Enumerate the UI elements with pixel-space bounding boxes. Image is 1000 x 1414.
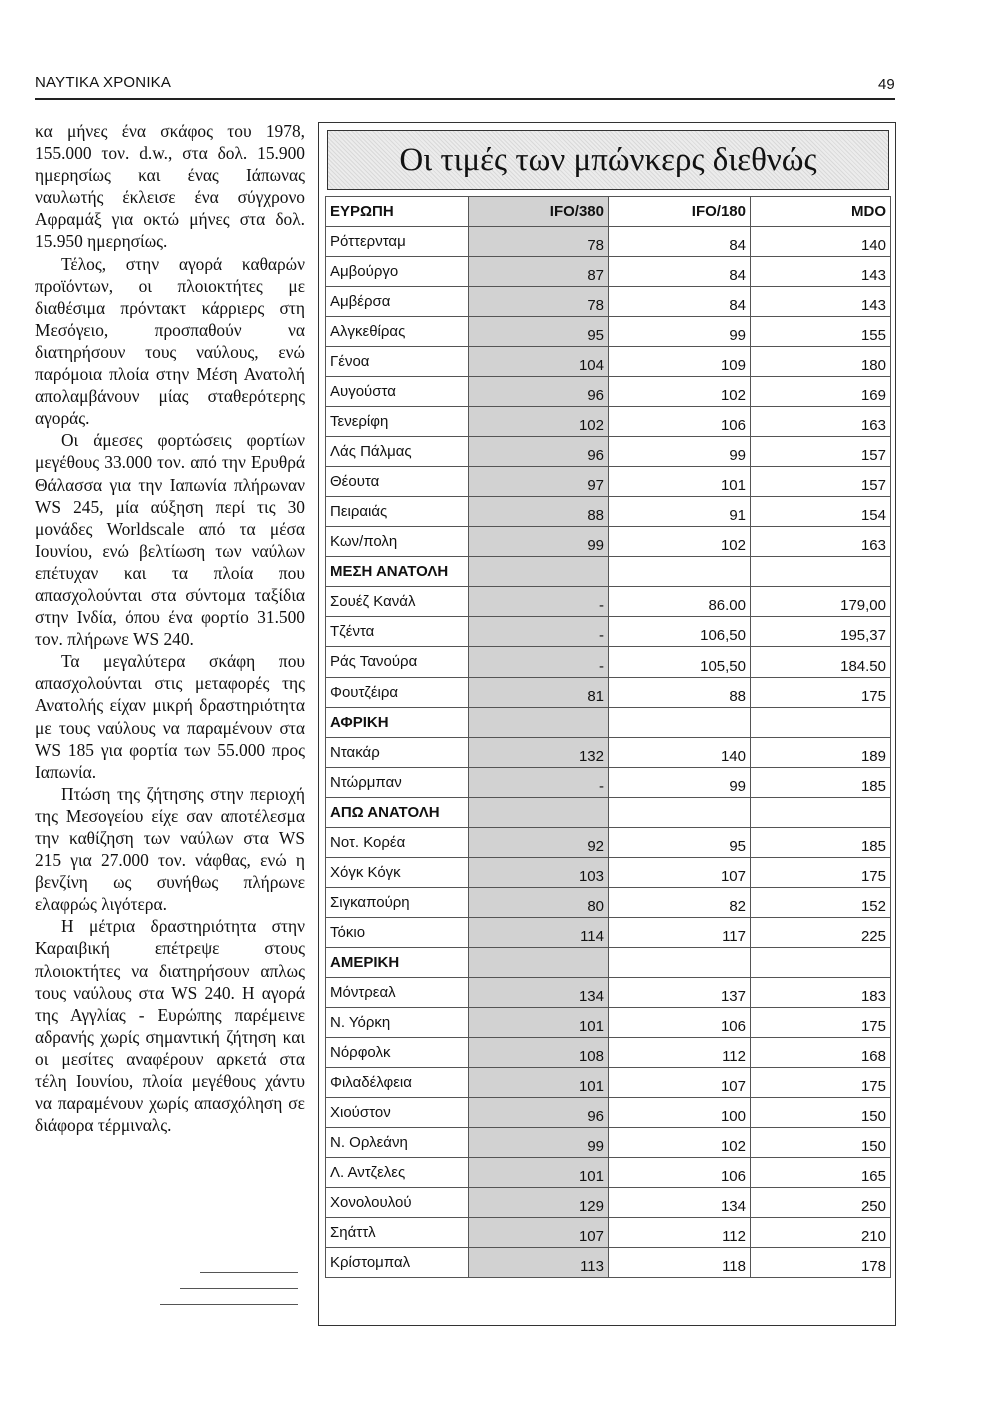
- port-name: Σηάττλ: [326, 1218, 469, 1248]
- separator-line: [180, 1288, 298, 1289]
- port-name: Νοτ. Κορέα: [326, 827, 469, 857]
- mdo-price: 189: [751, 737, 891, 767]
- article-paragraph: Τέλος, στην αγορά καθαρών προϊόντων, οι πλοιοκτήτες με διαθέσιμα πρόντακτ κάρριερς στη Μεσόγειο, προσπαθούν να διατηρήσουν τους ναύλους, ενώ παρόμοια πλοία στην Μέση Ανατολή απολαμβάνουν μίας σταθερότερης αγοράς.: [35, 253, 305, 429]
- port-name: Αμβούργο: [326, 257, 469, 287]
- table-row: [326, 767, 891, 797]
- ifo180-price: 86.00: [609, 587, 751, 617]
- price-table-title: Οι τιμές των μπώνκερς διεθνώς: [399, 141, 817, 178]
- region-label: ΑΠΩ ΑΝΑΤΟΛΗ: [326, 797, 469, 827]
- ifo180-price: 106,50: [609, 617, 751, 647]
- table-row: [326, 287, 891, 317]
- ifo380-price: 97: [469, 467, 609, 497]
- mdo-price: 157: [751, 437, 891, 467]
- mdo-price: 150: [751, 1097, 891, 1127]
- table-row: [326, 647, 891, 677]
- port-name: Τόκιο: [326, 917, 469, 947]
- table-row: [326, 917, 891, 947]
- article-paragraph: Τα μεγαλύτερα σκάφη που απασχολούνται στις μεταφορές της Ανατολής είχαν μικρή δραστηριότητα με τους ναύλους να παραμένουν στα WS 185 για φορτία των 55.000 προς Ιαπωνία.: [35, 651, 305, 782]
- port-name: Μόντρεαλ: [326, 977, 469, 1007]
- ifo380-price: 96: [469, 377, 609, 407]
- mdo-price: 143: [751, 257, 891, 287]
- mdo-price: 179,00: [751, 587, 891, 617]
- ifo180-price: 100: [609, 1097, 751, 1127]
- empty-cell: [469, 947, 609, 977]
- empty-cell: [751, 707, 891, 737]
- ifo180-price: 91: [609, 497, 751, 527]
- table-row: [326, 1158, 891, 1188]
- ifo180-price: 105,50: [609, 647, 751, 677]
- column-header: MDO: [751, 197, 891, 227]
- ifo180-price: 102: [609, 1127, 751, 1157]
- port-name: Νόρφολκ: [326, 1037, 469, 1067]
- table-row: [326, 227, 891, 257]
- empty-cell: [609, 947, 751, 977]
- ifo380-price: 114: [469, 917, 609, 947]
- ifo180-price: 106: [609, 407, 751, 437]
- header-divider: [35, 98, 895, 100]
- mdo-price: 163: [751, 407, 891, 437]
- ifo180-price: 134: [609, 1188, 751, 1218]
- mdo-price: 165: [751, 1158, 891, 1188]
- table-row: [326, 347, 891, 377]
- mdo-price: 185: [751, 767, 891, 797]
- port-name: Λ. Αντζελες: [326, 1158, 469, 1188]
- empty-cell: [609, 707, 751, 737]
- region-label: ΑΦΡΙΚΗ: [326, 707, 469, 737]
- ifo380-price: -: [469, 617, 609, 647]
- column-header: IFO/180: [609, 197, 751, 227]
- mdo-price: 250: [751, 1188, 891, 1218]
- ifo180-price: 102: [609, 527, 751, 557]
- ifo180-price: 102: [609, 377, 751, 407]
- table-row: [326, 1188, 891, 1218]
- region-row: [326, 707, 891, 737]
- ifo180-price: 117: [609, 917, 751, 947]
- port-name: Χόγκ Κόγκ: [326, 857, 469, 887]
- table-row: [326, 677, 891, 707]
- mdo-price: 183: [751, 977, 891, 1007]
- table-row: [326, 1007, 891, 1037]
- port-name: Τενερίφη: [326, 407, 469, 437]
- region-label: ΜΕΣΗ ΑΝΑΤΟΛΗ: [326, 557, 469, 587]
- port-name: Ρόττερνταμ: [326, 227, 469, 257]
- table-row: [326, 1067, 891, 1097]
- region-row: [326, 947, 891, 977]
- port-name: Πειραιάς: [326, 497, 469, 527]
- port-name: Ράς Τανούρα: [326, 647, 469, 677]
- ifo180-price: 95: [609, 827, 751, 857]
- ifo380-price: 99: [469, 1127, 609, 1157]
- mdo-price: 185: [751, 827, 891, 857]
- mdo-price: 178: [751, 1248, 891, 1278]
- ifo180-price: 84: [609, 227, 751, 257]
- ifo180-price: 84: [609, 287, 751, 317]
- ifo380-price: 78: [469, 227, 609, 257]
- table-row: [326, 1218, 891, 1248]
- ifo380-price: -: [469, 767, 609, 797]
- ifo180-price: 99: [609, 437, 751, 467]
- ifo380-price: 107: [469, 1218, 609, 1248]
- ifo180-price: 109: [609, 347, 751, 377]
- table-row: [326, 407, 891, 437]
- ifo380-price: 102: [469, 407, 609, 437]
- ifo380-price: 80: [469, 887, 609, 917]
- mdo-price: 210: [751, 1218, 891, 1248]
- ifo180-price: 140: [609, 737, 751, 767]
- ifo380-price: 88: [469, 497, 609, 527]
- ifo380-price: -: [469, 587, 609, 617]
- ifo380-price: 129: [469, 1188, 609, 1218]
- mdo-price: 175: [751, 677, 891, 707]
- table-row: [326, 467, 891, 497]
- port-name: Γένοα: [326, 347, 469, 377]
- region-row: [326, 197, 891, 227]
- bunker-price-table: [325, 196, 891, 1278]
- ifo380-price: 87: [469, 257, 609, 287]
- region-row: [326, 797, 891, 827]
- mdo-price: 168: [751, 1037, 891, 1067]
- port-name: Φουτζέιρα: [326, 677, 469, 707]
- table-row: [326, 857, 891, 887]
- ifo180-price: 99: [609, 767, 751, 797]
- port-name: Θέουτα: [326, 467, 469, 497]
- article-paragraph: Πτώση της ζήτησης στην περιοχή της Μεσογείου είχε σαν αποτέλεσμα την καθίζηση των ναύλων στα WS 215 για 27.000 τον. νάφθας, ενώ η βενζίνη ως συνήθως πλήρωνε ελαφρώς λιγότερα.: [35, 783, 305, 915]
- ifo380-price: 101: [469, 1067, 609, 1097]
- ifo380-price: 96: [469, 437, 609, 467]
- table-row: [326, 377, 891, 407]
- port-name: Τζέντα: [326, 617, 469, 647]
- mdo-price: 195,37: [751, 617, 891, 647]
- ifo380-price: 99: [469, 527, 609, 557]
- ifo180-price: 84: [609, 257, 751, 287]
- ifo180-price: 107: [609, 857, 751, 887]
- ifo180-price: 112: [609, 1037, 751, 1067]
- mdo-price: 180: [751, 347, 891, 377]
- port-name: Σουέζ Κανάλ: [326, 587, 469, 617]
- ifo180-price: 118: [609, 1248, 751, 1278]
- port-name: Φιλαδέλφεια: [326, 1067, 469, 1097]
- port-name: Αλγκεθίρας: [326, 317, 469, 347]
- empty-cell: [469, 557, 609, 587]
- ifo380-price: 96: [469, 1097, 609, 1127]
- table-row: [326, 1097, 891, 1127]
- mdo-price: 175: [751, 1067, 891, 1097]
- table-row: [326, 437, 891, 467]
- mdo-price: 140: [751, 227, 891, 257]
- table-row: [326, 497, 891, 527]
- ifo380-price: 81: [469, 677, 609, 707]
- mdo-price: 155: [751, 317, 891, 347]
- empty-cell: [751, 557, 891, 587]
- table-row: [326, 887, 891, 917]
- ifo380-price: 132: [469, 737, 609, 767]
- ifo380-price: 78: [469, 287, 609, 317]
- mdo-price: 175: [751, 1007, 891, 1037]
- port-name: Ν. Ορλεάνη: [326, 1127, 469, 1157]
- empty-cell: [751, 947, 891, 977]
- table-row: [326, 257, 891, 287]
- ifo380-price: 95: [469, 317, 609, 347]
- article-paragraph: κα μήνες ένα σκάφος του 1978, 155.000 τον. d.w., στα δολ. 15.900 ημερησίως και ένας Ιάπωνας ναυλωτής έκλεισε ένα σύγχρονο Αφραμάξ για οκτώ μήνες στα δολ. 15.950 ημερησίως.: [35, 121, 305, 252]
- article-paragraph: Η μέτρια δραστηριότητα στην Καραιβική επέτρεψε στους πλοιοκτήτες να διατηρήσουν απλως τους ναύλους στα WS 240. Η αγορά της Αγγλίας - Ευρώπης παρέμεινε αδρανής χωρίς σημαντική ζήτηση και οι μεσίτες αναφέρουν αρκετά στα τέλη Ιουνίου, πλοία μεγέθους χάντυ να παραμένουν χωρίς απασχόληση σε διάφορα τέρμιναλς.: [35, 916, 305, 1136]
- ifo180-price: 106: [609, 1158, 751, 1188]
- price-table-title-box: [327, 130, 889, 190]
- port-name: Κρίστομπαλ: [326, 1248, 469, 1278]
- port-name: Ν. Υόρκη: [326, 1007, 469, 1037]
- table-row: [326, 617, 891, 647]
- ifo380-price: 134: [469, 977, 609, 1007]
- ifo180-price: 88: [609, 677, 751, 707]
- article-paragraph: Οι άμεσες φορτώσεις φορτίων μεγέθους 33.000 τον. από την Ερυθρά Θάλασσα για την Ιαπωνία πλήρωναν WS 245, μία αύξηση περί τις 30 μονάδες Worldscale από τα μέσα Ιουνίου, ενώ βελτίωση των ναύλων επέτυχαν και τα πλοία που απασχολούνται στα σύντομα ταξίδια στην Ινδία, όπου ένα φορτίο 31.500 τον. πλήρωνε WS 240.: [35, 430, 305, 650]
- table-row: [326, 1127, 891, 1157]
- ifo380-price: 113: [469, 1248, 609, 1278]
- region-row: [326, 557, 891, 587]
- table-row: [326, 317, 891, 347]
- empty-cell: [751, 797, 891, 827]
- port-name: Αυγούστα: [326, 377, 469, 407]
- table-row: [326, 1248, 891, 1278]
- mdo-price: 143: [751, 287, 891, 317]
- ifo180-price: 101: [609, 467, 751, 497]
- port-name: Αμβέρσα: [326, 287, 469, 317]
- ifo180-price: 82: [609, 887, 751, 917]
- table-row: [326, 827, 891, 857]
- ifo180-price: 112: [609, 1218, 751, 1248]
- page-number: 49: [878, 76, 895, 93]
- mdo-price: 152: [751, 887, 891, 917]
- ifo380-price: 104: [469, 347, 609, 377]
- empty-cell: [609, 557, 751, 587]
- mdo-price: 184.50: [751, 647, 891, 677]
- ifo380-price: 92: [469, 827, 609, 857]
- table-row: [326, 737, 891, 767]
- port-name: Λάς Πάλμας: [326, 437, 469, 467]
- mdo-price: 157: [751, 467, 891, 497]
- ifo380-price: -: [469, 647, 609, 677]
- article-column: [35, 120, 305, 1136]
- separator-line: [160, 1304, 298, 1305]
- mdo-price: 175: [751, 857, 891, 887]
- running-header-title: ΝΑΥΤΙΚΑ ΧΡΟΝΙΚΑ: [35, 74, 172, 91]
- region-label: ΕΥΡΩΠΗ: [326, 197, 469, 227]
- mdo-price: 154: [751, 497, 891, 527]
- mdo-price: 225: [751, 917, 891, 947]
- port-name: Κων/πολη: [326, 527, 469, 557]
- ifo180-price: 106: [609, 1007, 751, 1037]
- ifo180-price: 137: [609, 977, 751, 1007]
- empty-cell: [469, 707, 609, 737]
- separator-line: [200, 1272, 298, 1273]
- ifo180-price: 99: [609, 317, 751, 347]
- ifo180-price: 107: [609, 1067, 751, 1097]
- port-name: Ντακάρ: [326, 737, 469, 767]
- mdo-price: 150: [751, 1127, 891, 1157]
- table-row: [326, 527, 891, 557]
- port-name: Χονολουλού: [326, 1188, 469, 1218]
- port-name: Σιγκαπούρη: [326, 887, 469, 917]
- port-name: Χιούστον: [326, 1097, 469, 1127]
- empty-cell: [609, 797, 751, 827]
- ifo380-price: 103: [469, 857, 609, 887]
- mdo-price: 163: [751, 527, 891, 557]
- mdo-price: 169: [751, 377, 891, 407]
- region-label: ΑΜΕΡΙΚΗ: [326, 947, 469, 977]
- table-row: [326, 977, 891, 1007]
- ifo380-price: 108: [469, 1037, 609, 1067]
- port-name: Ντώρμπαν: [326, 767, 469, 797]
- table-row: [326, 587, 891, 617]
- ifo380-price: 101: [469, 1007, 609, 1037]
- empty-cell: [469, 797, 609, 827]
- ifo380-price: 101: [469, 1158, 609, 1188]
- table-row: [326, 1037, 891, 1067]
- column-header: IFO/380: [469, 197, 609, 227]
